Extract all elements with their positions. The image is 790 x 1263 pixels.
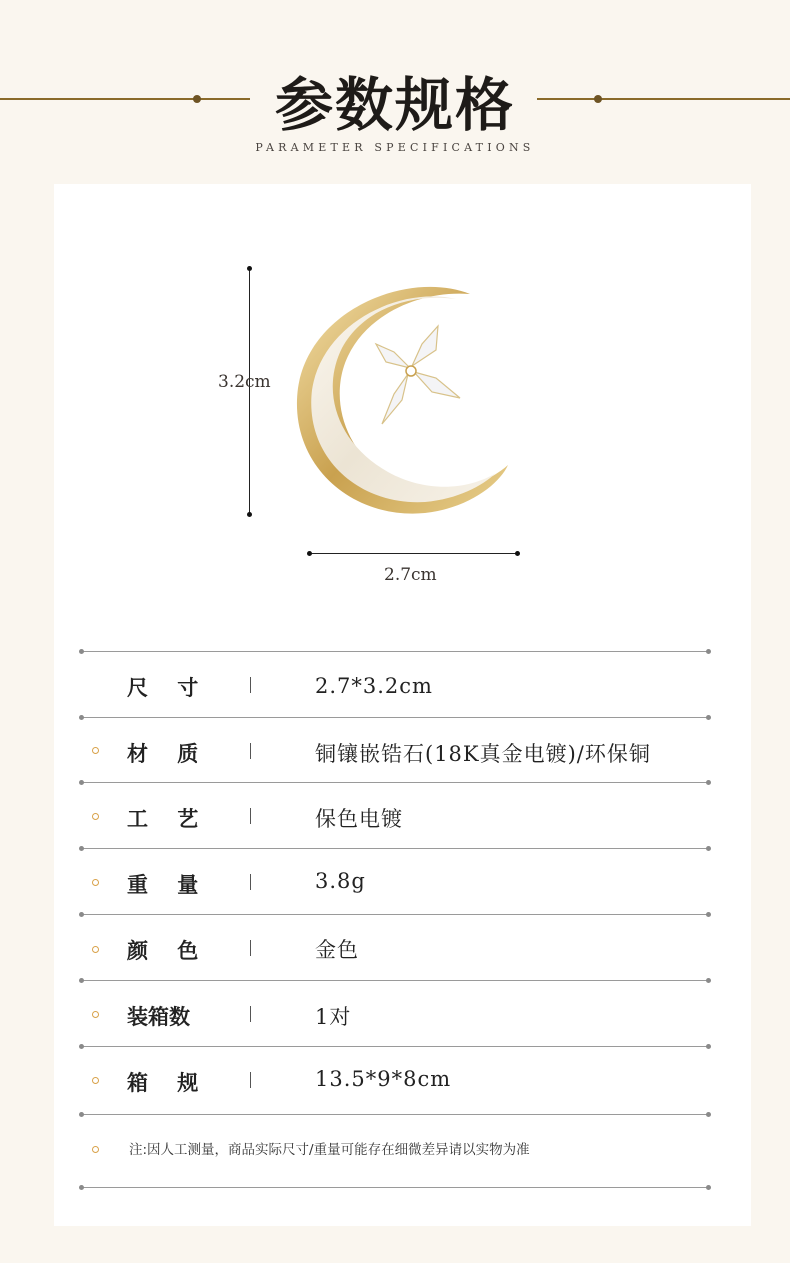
- spec-value: 13.5*9*8cm: [315, 1067, 452, 1091]
- spec-row-weight: [81, 849, 709, 915]
- bullet-icon: [92, 1146, 99, 1153]
- spec-row-craft: [81, 783, 709, 849]
- spec-separator: [250, 743, 251, 759]
- spec-label: 颜 色: [127, 939, 199, 963]
- spec-separator: [250, 1072, 251, 1088]
- table-divider: [81, 1114, 709, 1115]
- spec-separator: [250, 940, 251, 956]
- spec-value: 铜镶嵌锆石(18K真金电镀)/环保铜: [315, 742, 651, 766]
- bullet-icon: [92, 747, 99, 754]
- bullet-icon: [92, 1077, 99, 1084]
- spec-label: 重 量: [127, 873, 199, 897]
- spec-value: 1对: [315, 1005, 352, 1029]
- spec-value: 2.7*3.2cm: [315, 674, 433, 698]
- spec-label: 装箱数: [127, 1005, 190, 1029]
- bullet-icon: [92, 1011, 99, 1018]
- spec-label: 箱 规: [127, 1071, 199, 1095]
- spec-separator: [250, 1006, 251, 1022]
- spec-value: 金色: [315, 938, 359, 962]
- spec-row-quantity: [81, 981, 709, 1047]
- table-divider: [81, 1187, 709, 1188]
- spec-label: 工 艺: [127, 807, 199, 831]
- spec-value: 3.8g: [315, 869, 366, 893]
- width-measure-dot-right: [515, 551, 520, 556]
- moon-brooch-image: [290, 268, 520, 523]
- bullet-icon: [92, 879, 99, 886]
- crystal-star-icon: [376, 326, 460, 424]
- height-measure-dot-bottom: [247, 512, 252, 517]
- height-measure-dot-top: [247, 266, 252, 271]
- spec-value: 保色电镀: [315, 807, 403, 831]
- spec-row-material: [81, 718, 709, 784]
- spec-label: 尺 寸: [127, 676, 199, 700]
- bullet-icon: [92, 946, 99, 953]
- spec-separator: [250, 874, 251, 890]
- page-subtitle: PARAMETER SPECIFICATIONS: [255, 141, 535, 154]
- spec-row-color: [81, 915, 709, 981]
- width-measure-line: [309, 553, 518, 554]
- width-measure-dot-left: [307, 551, 312, 556]
- spec-row-box-size: [81, 1047, 709, 1113]
- spec-separator: [250, 808, 251, 824]
- page-title: 参数规格: [274, 71, 515, 139]
- bullet-icon: [92, 813, 99, 820]
- spec-label: 材 质: [127, 742, 199, 766]
- star-center-gem: [406, 366, 416, 376]
- measurement-note: 注:因人工测量，商品实际尺寸/重量可能存在细微差异请以实物为准: [129, 1142, 530, 1158]
- spec-separator: [250, 677, 251, 693]
- spec-row-size: [81, 652, 709, 718]
- width-label: 2.7cm: [384, 565, 437, 585]
- height-label: 3.2cm: [218, 372, 271, 392]
